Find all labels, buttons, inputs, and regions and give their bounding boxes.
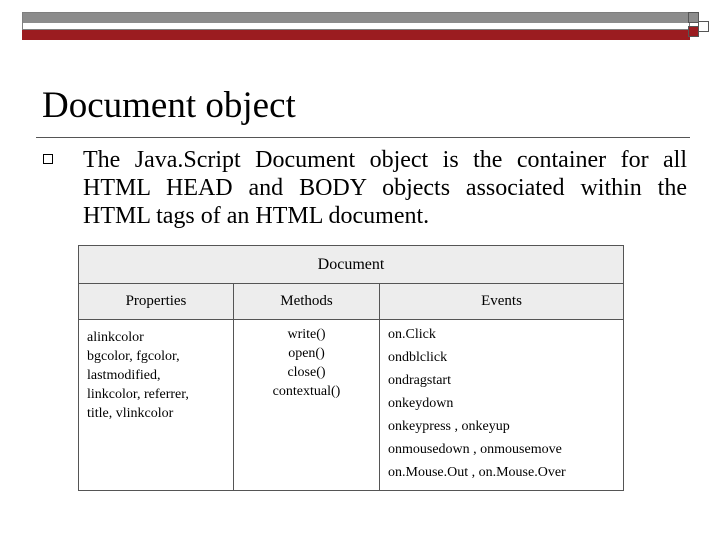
property-item: linkcolor, referrer, [87,387,189,402]
event-item: ondblclick [388,350,448,365]
events-cell [380,320,624,491]
event-item: onkeypress , onkeyup [388,419,510,434]
column-header-methods: Methods [234,284,380,320]
top-banner [22,12,690,30]
methods-list [234,320,379,401]
property-item: alinkcolor [87,330,144,345]
banner-red-band [22,30,690,40]
document-object-table [78,245,624,491]
method-item: close() [287,365,326,380]
event-item: onmousedown , onmousemove [388,442,562,457]
event-item: onkeydown [388,396,454,411]
banner-gray-band [23,13,689,23]
corner-square-white [698,21,709,32]
properties-list [79,320,233,423]
properties-cell [79,320,234,491]
column-header-events: Events [380,284,624,320]
property-item: bgcolor, fgcolor, [87,349,180,364]
column-header-properties: Properties [79,284,234,320]
events-list [380,320,623,490]
bullet-square-icon [43,154,53,164]
event-item: on.Click [388,327,436,342]
slide-title: Document object [42,85,296,126]
event-item: on.Mouse.Out , on.Mouse.Over [388,465,566,480]
property-item: lastmodified, [87,368,161,383]
methods-cell [234,320,380,491]
event-item: ondragstart [388,373,451,388]
method-item: write() [287,327,326,342]
property-item: title, vlinkcolor [87,406,174,421]
table-header-document: Document [79,246,624,284]
title-divider [36,137,690,138]
method-item: contextual() [272,384,341,399]
bullet-text: The Java.Script Document object is the container for all HTML HEAD and BODY objects associated within the HTML tags of an HTML document. [83,147,687,229]
method-item: open() [288,346,325,361]
